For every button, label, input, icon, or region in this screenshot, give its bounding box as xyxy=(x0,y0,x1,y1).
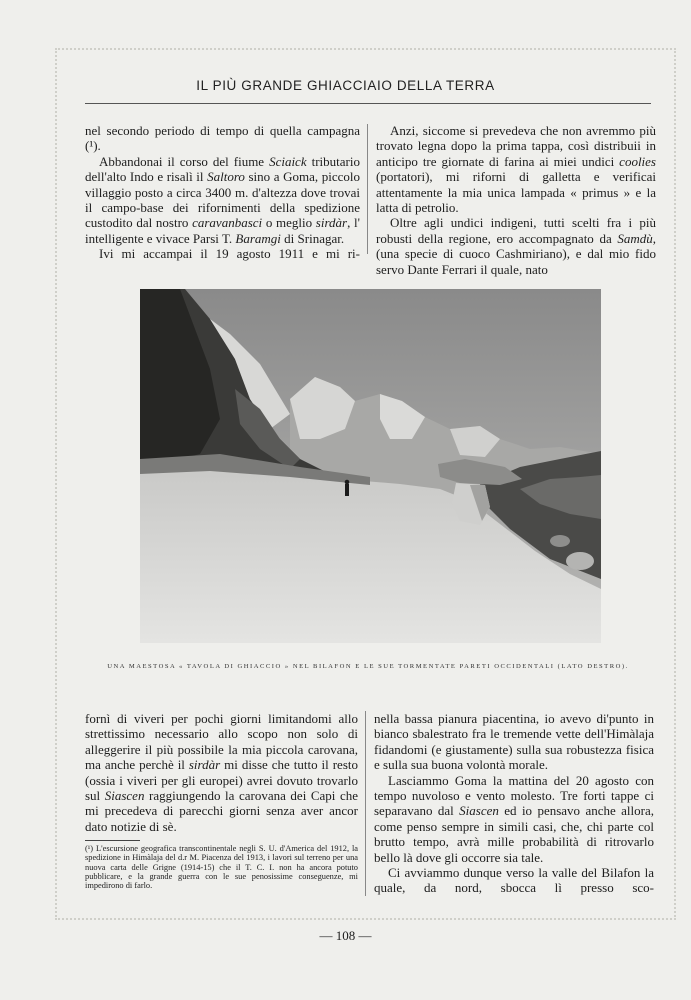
paragraph: Anzi, siccome si prevedeva che non avremmo più trovato legna dopo la prima tappa, così distribuii in anticipo tre giornate di farina ai miei undici coolies (portatori), mi riforni di galletta e verificai attentamente la mia unica lampada « primus » e la latta di petrolio. xyxy=(376,123,656,216)
header-rule xyxy=(85,103,651,104)
column-divider xyxy=(365,711,366,896)
page-number: — 108 — xyxy=(319,928,372,943)
paragraph: nella bassa pianura piacentina, io avevo di'punto in bianco sbalestrato fra le tremende vette dell'Himàlaja fidandomi (e giustamente) sulla sua robustezza fisica e sulla sua buona volontà morale. xyxy=(374,711,654,773)
text-column-top-right xyxy=(376,123,656,277)
text-column-bottom-left xyxy=(85,711,358,834)
running-header: IL PIÙ GRANDE GHIACCIAIO DELLA TERRA xyxy=(196,78,495,93)
text-column-bottom-right xyxy=(374,711,654,896)
glacier-photograph xyxy=(140,289,601,643)
footnote-rule xyxy=(85,840,140,841)
paragraph: fornì di viveri per pochi giorni limitandomi allo strettissimo necessario allo scopo non solo di alleggerire il più possibile la mia piccola carovana, ma anche perchè il sirdàr mi disse che tutto il resto (ossia i viveri per gli europei) avrei dovuto trovarlo sul Siascen raggiungendo la carovana dei Capi che mi precedeva di parecchi giorni senza aver ancor dato notizie di sè. xyxy=(85,711,359,834)
column-divider xyxy=(367,124,368,254)
photo-caption: UNA MAESTOSA « TAVOLA DI GHIACCIO » NEL BILAFON E LE SUE TORMENTATE PARETI OCCIDENTALI (LATO DESTRO). xyxy=(107,663,629,670)
paragraph: Ci avviammo dunque verso la valle del Bilafon la quale, da nord, sbocca lì presso sco- xyxy=(374,865,654,896)
paragraph: Ivi mi accampai il 19 agosto 1911 e mi ri- xyxy=(99,246,360,262)
paragraph: Lasciammo Goma la mattina del 20 agosto con tempo nuvoloso e vento molesto. Tre forti tappe ci separavano dal Siascen ed io pensavo anche allora, come penso sempre in simili casi, che, chi parte col brutto tempo, avrà mille probabilità di ritrovarlo bello là dove gli occorre sia tale. xyxy=(374,772,654,865)
text-column-top-left xyxy=(85,123,360,262)
paragraph: nel secondo periodo di tempo di quella campagna (¹). xyxy=(85,123,360,154)
footnote: (¹) L'escursione geografica transcontinentale negli S. U. d'America del 1912, la spedizione in Himàlaja del d.r M. Piacenza del 1913, i lavori sul terreno per una nuova carta delle Grigne (1914-15) che il T. C. I. non ha ancora potuto pubblicare, e la grande guerra con le sue penosissime conseguenze, mi impedirono di farlo. xyxy=(85,844,358,891)
paragraph: Oltre agli undici indigeni, tutti scelti fra i più robusti della regione, ero accompagnato da Samdù, (una specie di cuoco Cashmiriano), e dal mio fido servo Dante Ferrari il quale, nato xyxy=(376,215,656,277)
paragraph: Abbandonai il corso del fiume Sciaick tributario dell'alto Indo e risalì il Saltoro sino a Goma, piccolo villaggio posto a circa 3400 m. d'altezza dove trovai il campo-base dei rifornimenti della spedizione custodito dal nostro caravanbasci o meglio sirdàr, l' intelligente e vivace Parsi T. Baramgi di Srinagar. xyxy=(85,153,360,246)
